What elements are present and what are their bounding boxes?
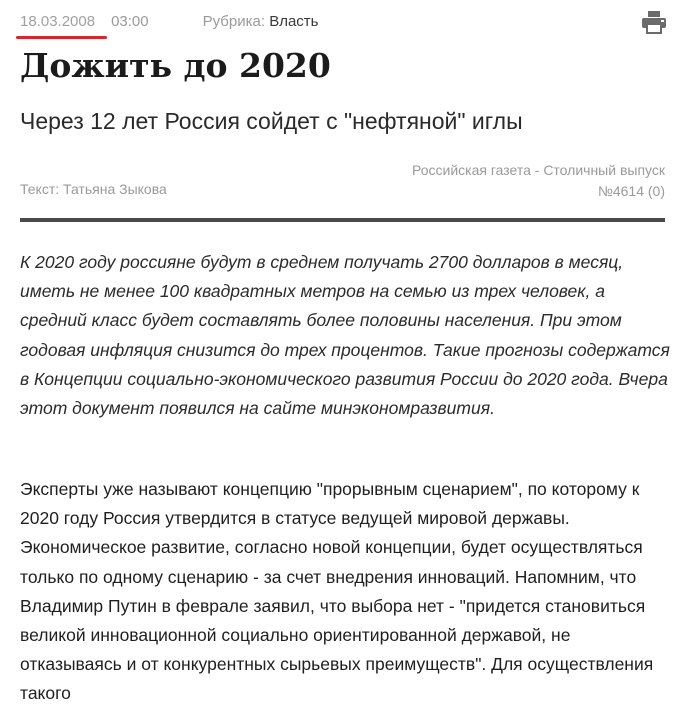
article-date-text[interactable]: 18.03.2008: [20, 12, 96, 30]
source-issue[interactable]: №4614 (0): [597, 183, 665, 199]
article-author: Текст: Татьяна Зыкова: [20, 181, 167, 197]
article-title: Дожить до 2020: [20, 46, 331, 85]
source-publication[interactable]: Российская газета - Столичный выпуск: [411, 162, 665, 178]
article-subtitle: Через 12 лет Россия сойдет с "нефтяной" иглы: [20, 108, 523, 134]
rubric-label: Рубрика:: [202, 12, 266, 30]
print-button[interactable]: [641, 10, 667, 34]
printer-icon: [641, 10, 667, 34]
article-lead: К 2020 году россияне будут в среднем получать 2700 долларов в месяц, иметь не менее 100 квадратных метров на семью из трех человек, а средний класс будет составлять более половины населения. При этом годовая инфляция снизится до трех процентов. Такие прогнозы содержатся в Концепции социально-экономического развития России до 2020 года. Вчера этот документ появился на сайте минэкономразвития.: [20, 252, 670, 419]
article-time: 03:00: [111, 12, 149, 30]
article-body: Эксперты уже называют концепцию "прорывным сценарием", по которому к 2020 году Россия утвердится в статусе ведущей мировой державы. Экономическое развитие, согласно новой концепции, будет осуществляться только по одному сценарию - за счет внедрения инноваций. Напомним, что Владимир Путин в феврале заявил, что выбора нет - "придется становиться великой инновационной социально ориентированной державой, не отказываясь и от конкурентных сырьевых преимуществ". Для осуществления такого: [20, 479, 654, 704]
article-source[interactable]: [412, 160, 665, 202]
article-meta-row: [20, 10, 667, 32]
header-divider: [20, 218, 665, 222]
article-rubric: [203, 13, 319, 30]
date-highlight-underline: [16, 36, 107, 39]
rubric-link[interactable]: Власть: [269, 12, 319, 30]
article-date[interactable]: [20, 13, 95, 30]
